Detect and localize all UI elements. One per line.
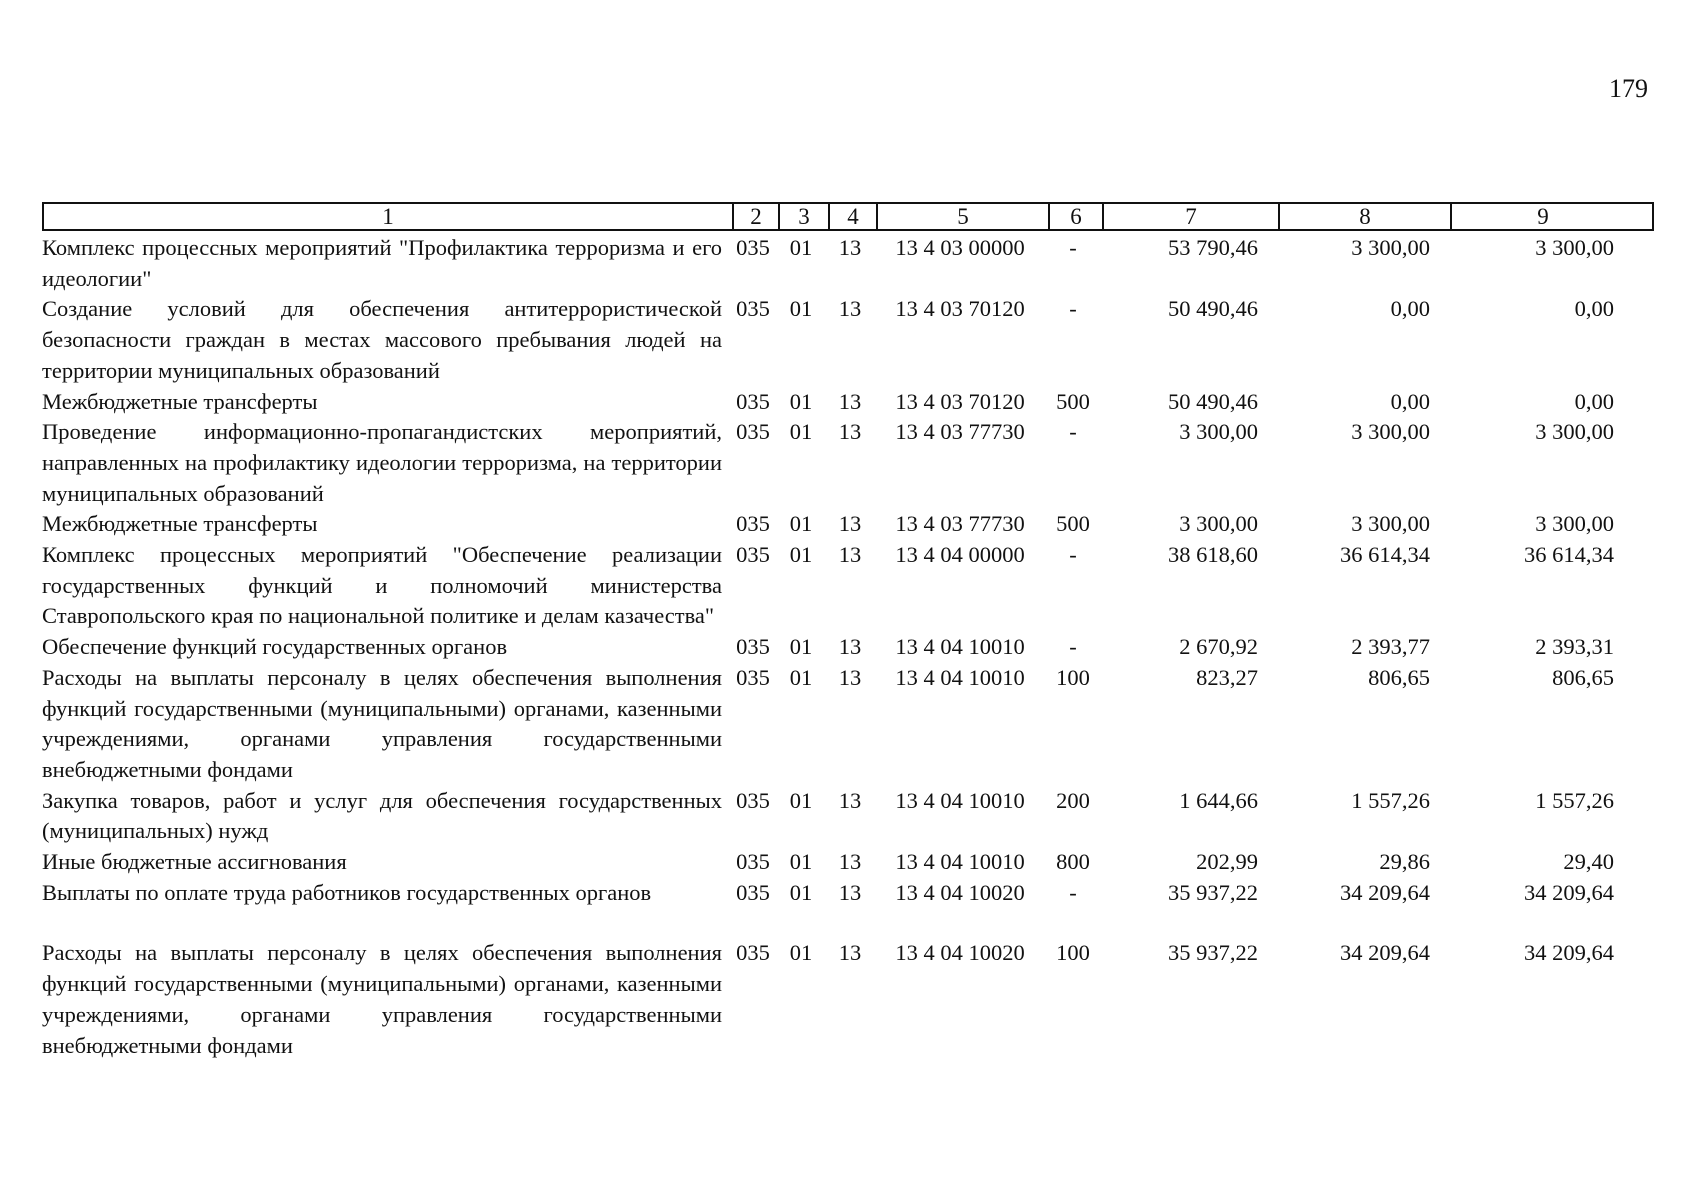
row-col-6: 100: [1056, 664, 1090, 690]
row-name: Комплекс процессных мероприятий "Обеспечение реализации государственных функций и полномочий министерства Ставропольского края по национальной политике и делам казачества": [42, 542, 722, 629]
table-row: [42, 786, 1654, 847]
row-col-7: 2 670,92: [1179, 634, 1258, 660]
row-col-3: 01: [789, 849, 813, 875]
row-col-5: 13 4 03 77730: [895, 511, 1025, 537]
row-col-7: 35 937,22: [1168, 879, 1258, 905]
row-col-2: 035: [736, 849, 770, 875]
row-col-9: 34 209,64: [1524, 940, 1614, 966]
row-col-2: 035: [736, 542, 770, 568]
row-col-3: 01: [789, 235, 813, 260]
row-col-2: 035: [736, 296, 770, 322]
row-name: Проведение информационно-пропагандистских мероприятий, направленных на профилактику идеологии терроризма, на территории муниципальных образований: [42, 419, 722, 506]
row-col-4: 13: [838, 419, 862, 445]
row-col-7: 1 644,66: [1179, 787, 1258, 813]
row-col-8: 36 614,34: [1340, 542, 1430, 568]
row-col-5: 13 4 04 10010: [895, 664, 1025, 690]
row-col-8: 1 557,26: [1351, 787, 1430, 813]
table-header: [42, 202, 1654, 231]
table-row: [42, 417, 1654, 509]
row-col-4: 13: [838, 849, 862, 875]
row-col-2: 035: [736, 419, 770, 445]
page-number: 179: [1609, 74, 1648, 103]
row-col-7: 3 300,00: [1179, 419, 1258, 445]
row-col-7: 38 618,60: [1168, 542, 1258, 568]
row-col-5: 13 4 04 10010: [895, 849, 1025, 875]
row-col-6: -: [1069, 879, 1077, 905]
row-col-3: 01: [789, 388, 813, 414]
row-col-6: 100: [1056, 940, 1090, 966]
row-col-7: 50 490,46: [1168, 388, 1258, 414]
row-col-8: 2 393,77: [1351, 634, 1430, 660]
row-col-3: 01: [789, 787, 813, 813]
row-col-4: 13: [838, 940, 862, 966]
row-col-3: 01: [789, 940, 813, 966]
row-name: Закупка товаров, работ и услуг для обеспечения государственных (муниципальных) нужд: [42, 787, 722, 844]
row-col-5: 13 4 04 00000: [895, 542, 1025, 568]
row-col-5: 13 4 04 10020: [895, 879, 1025, 905]
table-row: [42, 632, 1654, 663]
table-row: [42, 663, 1654, 786]
row-col-6: -: [1069, 235, 1077, 260]
row-col-4: 13: [838, 879, 862, 905]
column-header-1: 1: [382, 204, 394, 229]
row-col-7: 35 937,22: [1168, 940, 1258, 966]
row-col-6: 800: [1056, 849, 1090, 875]
row-col-2: 035: [736, 388, 770, 414]
row-name: Расходы на выплаты персоналу в целях обеспечения выполнения функций государственными (муниципальными) органами, казенными учреждениями, органами управления государственными внебюджетными фондами: [42, 940, 722, 1058]
row-col-7: 50 490,46: [1168, 296, 1258, 322]
row-col-4: 13: [838, 296, 862, 322]
column-header-9: 9: [1450, 204, 1634, 229]
row-col-4: 13: [838, 388, 862, 414]
row-col-4: 13: [838, 235, 862, 260]
table-row: [42, 294, 1654, 386]
row-col-6: -: [1069, 542, 1077, 568]
row-col-5: 13 4 03 70120: [895, 296, 1025, 322]
table-row: [42, 847, 1654, 878]
column-header-4: 4: [828, 204, 876, 229]
row-col-9: 3 300,00: [1535, 419, 1614, 445]
row-col-8: 0,00: [1390, 296, 1430, 322]
row-name: Комплекс процессных мероприятий "Профилактика терроризма и его идеологии": [42, 235, 722, 291]
row-col-6: -: [1069, 296, 1077, 322]
row-col-2: 035: [736, 664, 770, 690]
row-col-8: 0,00: [1390, 388, 1430, 414]
row-col-2: 035: [736, 940, 770, 966]
table-row: [42, 540, 1654, 632]
table-row: [42, 938, 1654, 1061]
row-col-9: 0,00: [1574, 296, 1614, 322]
row-col-3: 01: [789, 542, 813, 568]
row-col-8: 34 209,64: [1340, 879, 1430, 905]
row-col-2: 035: [736, 235, 770, 260]
column-header-6: 6: [1048, 204, 1102, 229]
row-col-4: 13: [838, 542, 862, 568]
row-col-9: 1 557,26: [1535, 787, 1614, 813]
row-col-5: 13 4 04 10020: [895, 940, 1025, 966]
row-col-8: 3 300,00: [1351, 235, 1430, 260]
row-col-7: 3 300,00: [1179, 511, 1258, 537]
table-row: [42, 878, 1654, 909]
row-col-7: 53 790,46: [1168, 235, 1258, 260]
row-col-4: 13: [838, 634, 862, 660]
row-col-8: 3 300,00: [1351, 511, 1430, 537]
row-name: Межбюджетные трансферты: [42, 511, 318, 537]
row-col-4: 13: [838, 787, 862, 813]
row-col-2: 035: [736, 879, 770, 905]
row-col-9: 29,40: [1563, 849, 1614, 875]
row-col-8: 806,65: [1368, 664, 1430, 690]
row-col-8: 29,86: [1379, 849, 1430, 875]
row-col-7: 823,27: [1196, 664, 1258, 690]
row-col-5: 13 4 04 10010: [895, 634, 1025, 660]
row-col-2: 035: [736, 511, 770, 537]
row-col-2: 035: [736, 787, 770, 813]
row-col-9: 0,00: [1574, 388, 1614, 414]
column-header-3: 3: [778, 204, 828, 229]
row-col-6: 200: [1056, 787, 1090, 813]
row-col-5: 13 4 04 10010: [895, 787, 1025, 813]
row-col-4: 13: [838, 511, 862, 537]
row-col-3: 01: [789, 634, 813, 660]
column-header-7: 7: [1102, 204, 1278, 229]
column-header-8: 8: [1278, 204, 1450, 229]
row-name: Выплаты по оплате труда работников государственных органов: [42, 879, 652, 905]
row-col-9: 3 300,00: [1535, 511, 1614, 537]
row-col-5: 13 4 03 70120: [895, 388, 1025, 414]
row-name: Иные бюджетные ассигнования: [42, 849, 347, 875]
table-row: [42, 387, 1654, 418]
row-col-3: 01: [789, 879, 813, 905]
row-col-9: 34 209,64: [1524, 879, 1614, 905]
table-row: [42, 233, 1654, 294]
row-col-9: 806,65: [1552, 664, 1614, 690]
row-col-7: 202,99: [1196, 849, 1258, 875]
row-name: Межбюджетные трансферты: [42, 388, 318, 414]
row-col-6: -: [1069, 419, 1077, 445]
row-col-6: 500: [1056, 511, 1090, 537]
column-header-5: 5: [876, 204, 1048, 229]
row-name: Обеспечение функций государственных органов: [42, 634, 508, 660]
row-col-4: 13: [838, 664, 862, 690]
row-col-2: 035: [736, 634, 770, 660]
row-col-3: 01: [789, 296, 813, 322]
row-col-9: 36 614,34: [1524, 542, 1614, 568]
row-col-3: 01: [789, 419, 813, 445]
row-col-8: 34 209,64: [1340, 940, 1430, 966]
row-name: Расходы на выплаты персоналу в целях обеспечения выполнения функций государственными (муниципальными) органами, казенными учреждениями, органами управления государственными внебюджетными фондами: [42, 664, 722, 782]
row-col-3: 01: [789, 664, 813, 690]
table-row: [42, 509, 1654, 540]
column-header-2: 2: [732, 204, 778, 229]
table-body: [42, 233, 1654, 1061]
row-col-6: -: [1069, 634, 1077, 660]
row-col-8: 3 300,00: [1351, 419, 1430, 445]
row-col-5: 13 4 03 00000: [895, 235, 1025, 260]
row-col-6: 500: [1056, 388, 1090, 414]
row-col-5: 13 4 03 77730: [895, 419, 1025, 445]
row-col-9: 2 393,31: [1535, 634, 1614, 660]
row-col-3: 01: [789, 511, 813, 537]
row-name: Создание условий для обеспечения антитеррористической безопасности граждан в местах массового пребывания людей на территории муниципальных образований: [42, 296, 722, 383]
row-col-9: 3 300,00: [1535, 235, 1614, 260]
